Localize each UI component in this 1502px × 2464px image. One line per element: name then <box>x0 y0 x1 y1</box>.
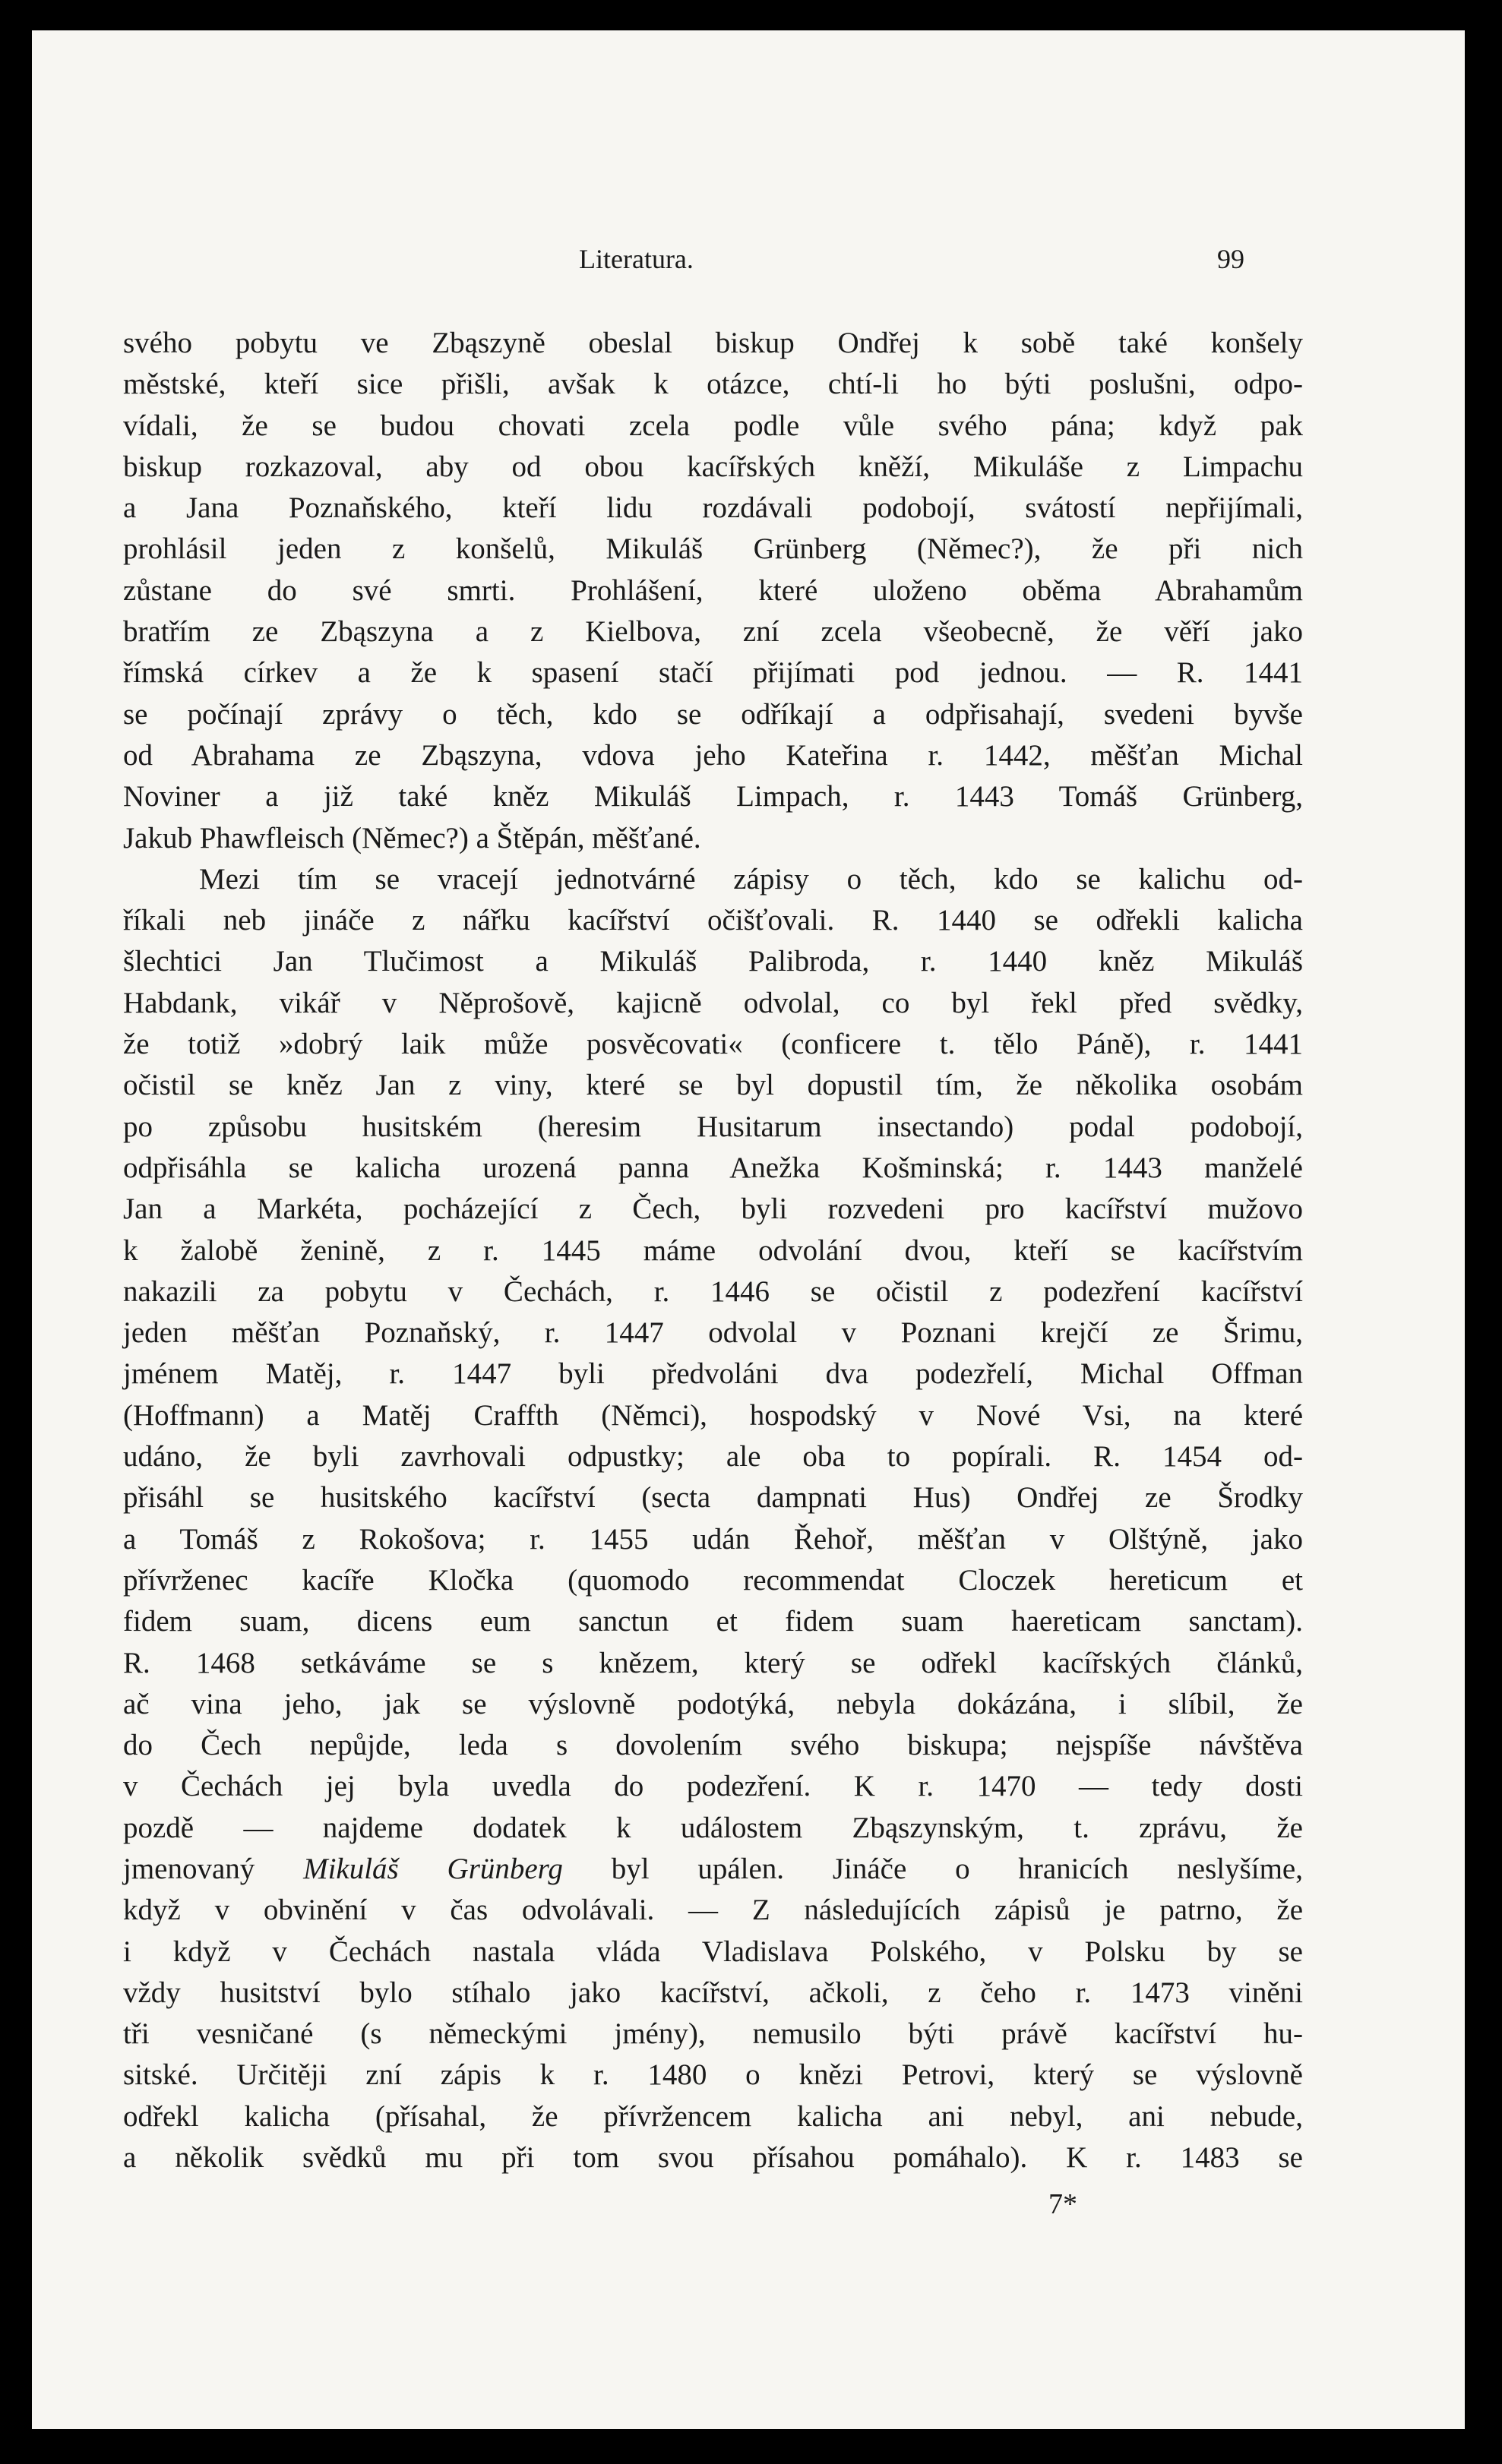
text-line: biskup rozkazoval, aby od obou kacířských kněží, Mikuláše z Limpachu <box>123 450 1303 483</box>
text-line: i když v Čechách nastala vláda Vladislava Polského, v Polsku by se <box>123 1935 1303 1968</box>
printer-signature-mark: 7* <box>1048 2188 1077 2220</box>
text-line: a Tomáš z Rokošova; r. 1455 udán Řehoř, měšťan v Olštýně, jako <box>123 1522 1303 1556</box>
text-line: vídali, že se budou chovati zcela podle vůle svého pána; když pak <box>123 409 1303 442</box>
text-line: nakazili za pobytu v Čechách, r. 1446 se očistil z podezření kacířství <box>123 1275 1303 1308</box>
text-line: vždy husitství bylo stíhalo jako kacířství, ačkoli, z čeho r. 1473 viněni <box>123 1976 1303 2009</box>
text-line: odpřisáhla se kalicha urozená panna Anežka Košminská; r. 1443 manželé <box>123 1151 1303 1184</box>
text-line: očistil se kněz Jan z viny, které se byl dopustil tím, že několika osobám <box>123 1069 1303 1102</box>
text-fragment: byl upálen. Jináče o hranicích neslyšíme, <box>611 1852 1303 1885</box>
text-line: udáno, že byli zavrhovali odpustky; ale oba to popírali. R. 1454 od- <box>123 1440 1303 1474</box>
text-line: sitské. Určitěji zní zápis k r. 1480 o knězi Petrovi, který se výslovně <box>123 2058 1303 2092</box>
text-line: Noviner a již také kněz Mikuláš Limpach, r. 1443 Tomáš Grünberg, <box>123 780 1303 813</box>
text-line: odřekl kalicha (přísahal, že přívržencem kalicha ani nebyl, ani nebude, <box>123 2099 1303 2133</box>
text-line: když v obvinění v čas odvolávali. — Z následujících zápisů je patrno, že <box>123 1894 1303 1927</box>
text-line: pozdě — najdeme dodatek k událostem Zbąszynským, t. zprávu, že <box>123 1811 1303 1844</box>
text-line: jeden měšťan Poznaňský, r. 1447 odvolal v Poznani krejčí ze Šrimu, <box>123 1316 1303 1350</box>
text-line: se počínají zprávy o těch, kdo se odříkají a odpřisahají, svedeni byvše <box>123 697 1303 731</box>
running-title: Literatura. <box>579 244 694 274</box>
text-line: Mezi tím se vracejí jednotvárné zápisy o těch, kdo se kalichu od- <box>199 862 1303 896</box>
page-number: 99 <box>1217 244 1244 274</box>
page-header <box>32 243 1465 289</box>
text-line: a několik svědků mu při tom svou přísahou pomáhalo). K r. 1483 se <box>123 2141 1303 2175</box>
text-line: jménem Matěj, r. 1447 byli předvoláni dva podezřelí, Michal Offman <box>123 1357 1303 1391</box>
text-line: ač vina jeho, jak se výslovně podotýká, nebyla dokázána, i slíbil, že <box>123 1687 1303 1720</box>
text-line: římská církev a že k spasení stačí přijímati pod jednou. — R. 1441 <box>123 656 1303 690</box>
text-line: Habdank, vikář v Něprošově, kajicně odvolal, co byl řekl před svědky, <box>123 986 1303 1019</box>
text-line: Jan a Markéta, pocházející z Čech, byli rozvedeni pro kacířství mužovo <box>123 1193 1303 1226</box>
text-line: do Čech nepůjde, leda s dovolením svého biskupa; nejspíše návštěva <box>123 1729 1303 1762</box>
text-line: zůstane do své smrti. Prohlášení, které uloženo oběma Abrahamům <box>123 573 1303 607</box>
text-line: (Hoffmann) a Matěj Craffth (Němci), hospodský v Nové Vsi, na které <box>123 1398 1303 1432</box>
text-line: k žalobě ženině, z r. 1445 máme odvolání dvou, kteří se kacířstvím <box>123 1234 1303 1267</box>
text-line: přisáhl se husitského kacířství (secta dampnati Hus) Ondřej ze Šrodky <box>123 1481 1303 1515</box>
text-line: od Abrahama ze Zbąszyna, vdova jeho Kateřina r. 1442, měšťan Michal <box>123 738 1303 772</box>
text-line: fidem suam, dicens eum sanctun et fidem suam haereticam sanctam). <box>123 1605 1303 1638</box>
text-line: bratřím ze Zbąszyna a z Kielbova, zní zcela všeobecně, že věří jako <box>123 615 1303 649</box>
text-line: tři vesničané (s německými jmény), nemusilo býti právě kacířství hu- <box>123 2017 1303 2051</box>
text-line: šlechtici Jan Tlučimost a Mikuláš Palibroda, r. 1440 kněz Mikuláš <box>123 945 1303 978</box>
text-line: Jakub Phawfleisch (Němec?) a Štěpán, měšťané. <box>123 821 701 855</box>
text-line: městské, kteří sice přišli, avšak k otázce, chtí-li ho býti poslušni, odpo- <box>123 368 1303 401</box>
text-line: přívrženec kacíře Kločka (quomodo recommendat Cloczek hereticum et <box>123 1563 1303 1597</box>
text-line: a Jana Poznaňského, kteří lidu rozdávali podobojí, svátostí nepřijímali, <box>123 491 1303 525</box>
text-line: po způsobu husitském (heresim Husitarum insectando) podal podobojí, <box>123 1110 1303 1143</box>
text-line: svého pobytu ve Zbąszyně obeslal biskup Ondřej k sobě také konšely <box>123 327 1303 359</box>
italic-name: Mikuláš Grünberg <box>303 1852 563 1885</box>
document-page <box>32 30 1465 2429</box>
text-line-with-italic-name <box>123 1849 1303 1890</box>
text-line: prohlásil jeden z konšelů, Mikuláš Grünberg (Němec?), že při nich <box>123 532 1303 566</box>
text-line: R. 1468 setkáváme se s knězem, který se odřekl kacířských článků, <box>123 1646 1303 1679</box>
body-text <box>123 323 1303 2178</box>
text-line: v Čechách jej byla uvedla do podezření. K r. 1470 — tedy dosti <box>123 1770 1303 1803</box>
text-line: že totiž »dobrý laik může posvěcovati« (conficere t. tělo Páně), r. 1441 <box>123 1028 1303 1061</box>
text-fragment: jmenovaný <box>123 1852 255 1885</box>
text-line: říkali neb jináče z nářku kacířství očišťovali. R. 1440 se odřekli kalicha <box>123 904 1303 937</box>
